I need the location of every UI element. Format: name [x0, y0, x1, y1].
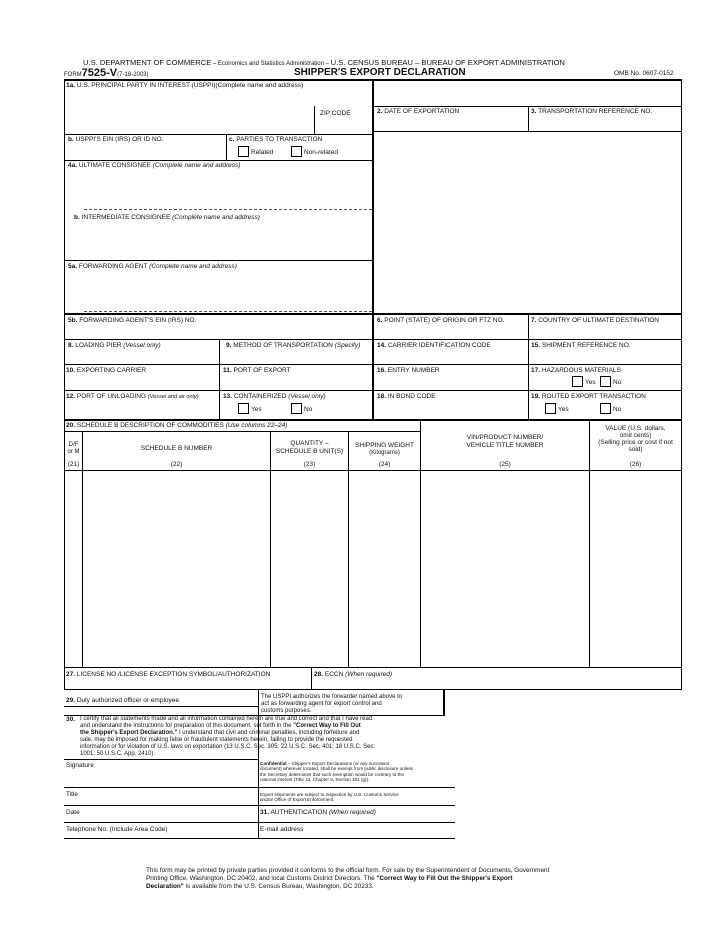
field-16-label: 16. ENTRY NUMBER: [377, 367, 440, 374]
routed-yes-label: Yes: [558, 406, 569, 413]
line-col-numbers: [64, 470, 682, 471]
agency-line: U.S. DEPARTMENT OF COMMERCE – Economics and Statistics Administration – U.S. CENSUS BUREAU – BUREAU OF EXPORT ADMINISTRATION: [83, 58, 565, 67]
line-5a: [64, 260, 373, 261]
telephone-label: Telephone No. (Include Area Code): [66, 826, 168, 833]
line-row2-right: [374, 131, 682, 132]
hazardous-yes-checkbox[interactable]: [572, 376, 583, 387]
confidential-text: Confidential – Shipper's Export Declarations (or any successor document) wherever located, shall be exempt from public disclosure unless the Secretary determines that such exemption would be contrary to the national interest (Title 13, Chapter 9, Section 301 (g)).: [260, 761, 413, 783]
field-2-label: 2. DATE OF EXPORTATION: [377, 108, 460, 115]
divider-29-right: [443, 689, 445, 716]
field-11-label: 11. PORT OF EXPORT: [223, 367, 291, 374]
col-21-number: (21): [67, 461, 80, 468]
col-div-weight: [420, 420, 421, 668]
field-17-label: 17. HAZARDOUS MATERIALS: [531, 367, 621, 374]
omb-number: OMB No. 0607-0152: [614, 70, 674, 77]
field-10-label: 10. EXPORTING CARRIER: [66, 367, 147, 374]
related-checkbox[interactable]: [238, 146, 249, 157]
frame-left-lower: [64, 667, 65, 690]
line-10: [64, 364, 682, 365]
line-29-mid: [64, 706, 258, 707]
field-6-label: 6. POINT (STATE) OF ORIGIN OR FTZ NO.: [377, 317, 505, 324]
field-12-label: 12. PORT OF UNLOADING (Vessel and air only): [66, 393, 199, 400]
divider-2-3: [528, 106, 529, 131]
field-9-label: 9. METHOD OF TRANSPORTATION (Specify): [226, 342, 361, 349]
field-b-label: b. USPPI'S EIN (IRS) OR ID NO.: [68, 136, 164, 143]
field-5b-label: 5b. FORWARDING AGENT'S EIN (IRS) NO.: [68, 317, 197, 324]
field-18-label: 18. IN BOND CODE: [377, 393, 436, 400]
line-signature: [64, 759, 258, 760]
routed-yes-checkbox[interactable]: [545, 403, 556, 414]
field-5a-label: 5a. FORWARDING AGENT (Complete name and address): [68, 263, 237, 270]
line-b: [64, 134, 373, 135]
frame-left-upper: [64, 80, 65, 420]
line-12: [64, 390, 682, 391]
frame-left-mid: [64, 420, 65, 668]
col-qty-header: QUANTITY – SCHEDULE B UNIT(S): [275, 440, 344, 455]
col-26-number: (26): [629, 461, 642, 468]
line-bottom: [64, 838, 455, 839]
field-28-label: 28. ECCN (When required): [314, 671, 393, 678]
divider-b-c: [226, 134, 227, 160]
field-20-label: 20. SCHEDULE B DESCRIPTION OF COMMODITIES (Use columns 22–24): [66, 422, 288, 429]
line-8: [64, 339, 682, 340]
field-30-number: 30.: [66, 716, 76, 723]
line-20-sub: [64, 431, 421, 432]
col-schedb-header: SCHEDULE B NUMBER: [140, 445, 213, 452]
divider-29-30: [258, 689, 259, 839]
dash-4a: [84, 209, 372, 210]
field-14-label: 14. CARRIER IDENTIFICATION CODE: [377, 342, 491, 349]
field-29-label: 29. Duly authorized officer or employee: [66, 697, 179, 704]
routed-no-checkbox[interactable]: [600, 403, 611, 414]
form-title: SHIPPER'S EXPORT DECLARATION: [294, 67, 466, 78]
containerized-yes-checkbox[interactable]: [238, 403, 249, 414]
col-weight-header: SHIPPING WEIGHT (Kilograms): [355, 442, 414, 456]
col-value-header: VALUE (U.S. dollars, omit cents) (Selling price or cost if not sold): [598, 425, 673, 453]
authorization-text: The USPPI authorizes the forwarder named above to act as forwarding agent for export control and customs purposes.: [261, 694, 403, 714]
divider-6-7: [528, 314, 529, 420]
col-22-number: (22): [170, 461, 183, 468]
col-25-number: (25): [499, 461, 511, 468]
field-3-label: 3. TRANSPORTATION REFERENCE NO.: [531, 108, 653, 115]
containerized-yes-label: Yes: [251, 406, 262, 413]
field-c-label: c. PARTIES TO TRANSACTION: [229, 136, 323, 143]
field-13-label: 13. CONTAINERIZED (Vessel only): [223, 393, 326, 400]
col-df-header: D/F or M: [67, 442, 80, 455]
signature-label: Signature: [66, 762, 94, 769]
col-vin-header: VIN/PRODUCT NUMBER/ VEHICLE TITLE NUMBER: [466, 434, 544, 449]
inspection-text: Export shipments are subject to inspection by U.S. Customs Service and/or Office of Export Enforcement.: [260, 792, 399, 803]
hazardous-no-label: No: [613, 379, 622, 386]
email-label: E-mail address: [260, 826, 304, 833]
line-27: [64, 667, 682, 668]
form-number: FORM7525-V(7-18-2003): [64, 67, 149, 79]
related-label: Related: [251, 149, 274, 156]
col-23-number: (23): [303, 461, 316, 468]
hazardous-no-checkbox[interactable]: [600, 376, 611, 387]
field-1a-label: 1a. U.S. PRINCIPAL PARTY IN INTEREST (USPPI)(Complete name and address): [66, 82, 304, 89]
col-div-vin: [589, 420, 590, 668]
non-related-label: Non-related: [304, 149, 338, 156]
line-title: [64, 787, 455, 788]
field-31-label: 31. AUTHENTICATION (When required): [260, 809, 376, 816]
field-19-label: 19. ROUTED EXPORT TRANSACTION: [531, 393, 646, 400]
zip-box-left: [314, 106, 315, 134]
footer-text: This form may be printed by private parties provided it conforms to the official form. For sale by the Superintendent of Documents, Government Printing Office, Washington, DC 20402, and local Customs District Directors. The "Correct Way to Fill Out the Shipper's Export Declaration" is available from the U.S. Census Bureau, Washington, DC 20233.: [146, 867, 550, 890]
divider-27-28: [311, 667, 312, 690]
certification-text: I certify that all statements made and all information contained herein are true and correct and that I have read and understand the instructions for preparation of this document, set forth in the "Correct Way to Fill Out the Shipper's Export Declaration." I understand that civil and criminal penalties, including forfeiture and sale, may be imposed for making false or fraudulent statements herein, failing to provide the requested information or for violation of U.S. laws on exportation (13 U.S.C. Sec. 305; 22 U.S.C. Sec. 401; 18 U.S.C. Sec. 1001; 50 U.S.C. App. 2410).: [80, 716, 376, 757]
zip-code-label: ZIP CODE: [320, 110, 351, 117]
field-4b-label: b. INTERMEDIATE CONSIGNEE (Complete name and address): [74, 214, 260, 221]
containerized-no-checkbox[interactable]: [291, 403, 302, 414]
containerized-no-label: No: [304, 406, 313, 413]
frame-right-mid: [681, 420, 682, 668]
field-15-label: 15. SHIPMENT REFERENCE NO.: [531, 342, 631, 349]
field-7-label: 7. COUNTRY OF ULTIMATE DESTINATION: [531, 317, 659, 324]
hazardous-yes-label: Yes: [585, 379, 596, 386]
field-27-label: 27. LICENSE NO./LICENSE EXCEPTION SYMBOL/AUTHORIZATION: [66, 671, 271, 678]
divider-8-9: [219, 339, 220, 420]
date-label: Date: [66, 809, 80, 816]
line-5b: [64, 313, 682, 315]
title-label: Title: [66, 791, 79, 798]
col-24-number: (24): [378, 461, 391, 468]
line-phone: [64, 822, 455, 823]
non-related-checkbox[interactable]: [291, 146, 302, 157]
line-29-top: [64, 689, 682, 690]
dash-5a: [84, 311, 372, 312]
frame-right-lower: [681, 667, 682, 690]
routed-no-label: No: [613, 406, 622, 413]
field-4a-label: 4a. ULTIMATE CONSIGNEE (Complete name and address): [68, 162, 241, 169]
field-8-label: 8. LOADING PIER (Vessel only): [68, 342, 161, 349]
line-date: [64, 805, 455, 806]
line-4a: [64, 160, 373, 161]
